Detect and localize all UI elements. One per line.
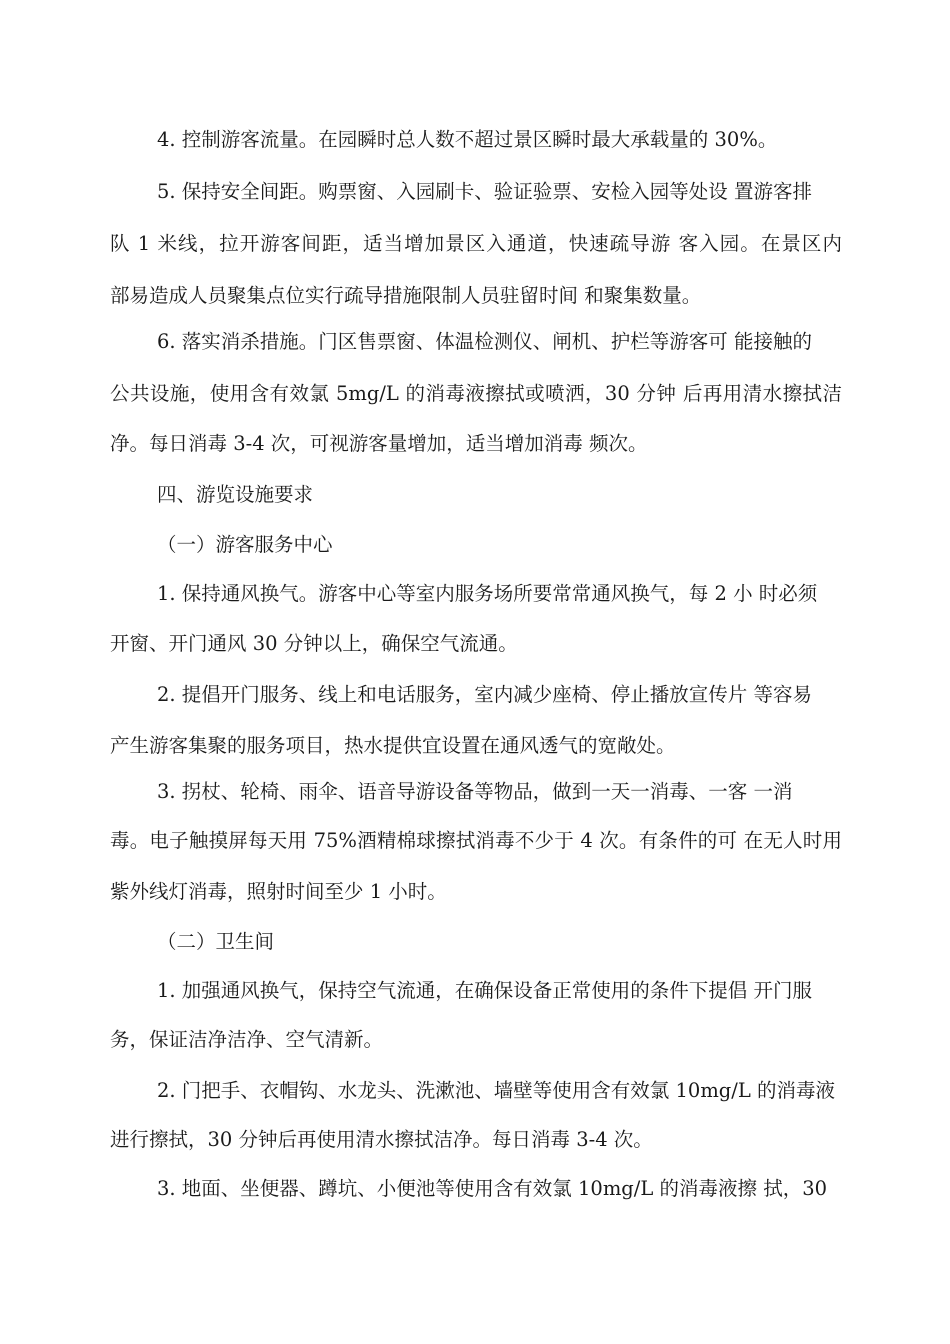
paragraph-line: 1. 保持通风换气。游客中心等室内服务场所要常常通风换气，每 2 小 时必须	[157, 582, 818, 605]
paragraph-line: 4. 控制游客流量。在园瞬时总人数不超过景区瞬时最大承载量的 30%。	[157, 128, 778, 151]
paragraph-line: 部易造成人员聚集点位实行疏导措施限制人员驻留时间 和聚集数量。	[110, 284, 702, 307]
subsection-heading: （一）游客服务中心	[157, 533, 333, 556]
paragraph-line: 队 1 米线，拉开游客间距，适当增加景区入通道，快速疏导游 客入园。在景区内	[110, 232, 842, 255]
paragraph-line: 毒。电子触摸屏每天用 75%酒精棉球擦拭消毒不少于 4 次。有条件的可 在无人时用	[110, 829, 842, 852]
paragraph-line: 2. 门把手、衣帽钩、水龙头、洗漱池、墙壁等使用含有效氯 10mg/L 的消毒液	[157, 1079, 836, 1102]
paragraph-line: 产生游客集聚的服务项目，热水提供宜设置在通风透气的宽敞处。	[110, 734, 676, 757]
section-heading: 四、游览设施要求	[157, 483, 314, 506]
paragraph-line: 开窗、开门通风 30 分钟以上，确保空气流通。	[110, 632, 518, 655]
paragraph-line: 1. 加强通风换气，保持空气流通，在确保设备正常使用的条件下提倡 开门服	[157, 979, 813, 1002]
paragraph-line: 2. 提倡开门服务、线上和电话服务，室内减少座椅、停止播放宣传片 等容易	[157, 683, 813, 706]
paragraph-line: 进行擦拭，30 分钟后再使用清水擦拭洁净。每日消毒 3-4 次。	[110, 1128, 653, 1151]
paragraph-line: 3. 地面、坐便器、蹲坑、小便池等使用含有效氯 10mg/L 的消毒液擦 拭，30	[157, 1177, 828, 1200]
paragraph-line: 紫外线灯消毒，照射时间至少 1 小时。	[110, 880, 447, 903]
paragraph-line: 3. 拐杖、轮椅、雨伞、语音导游设备等物品，做到一天一消毒、一客 一消	[157, 780, 793, 803]
paragraph-line: 5. 保持安全间距。购票窗、入园刷卡、验证验票、安检入园等处设 置游客排	[157, 180, 813, 203]
paragraph-line: 务，保证洁净洁净、空气清新。	[110, 1028, 384, 1051]
paragraph-line: 净。每日消毒 3-4 次，可视游客量增加，适当增加消毒 频次。	[110, 432, 648, 455]
paragraph-line: 公共设施，使用含有效氯 5mg/L 的消毒液擦拭或喷洒，30 分钟 后再用清水擦拭洁	[110, 382, 842, 405]
subsection-heading: （二）卫生间	[157, 930, 275, 953]
paragraph-line: 6. 落实消杀措施。门区售票窗、体温检测仪、闸机、护栏等游客可 能接触的	[157, 330, 813, 353]
